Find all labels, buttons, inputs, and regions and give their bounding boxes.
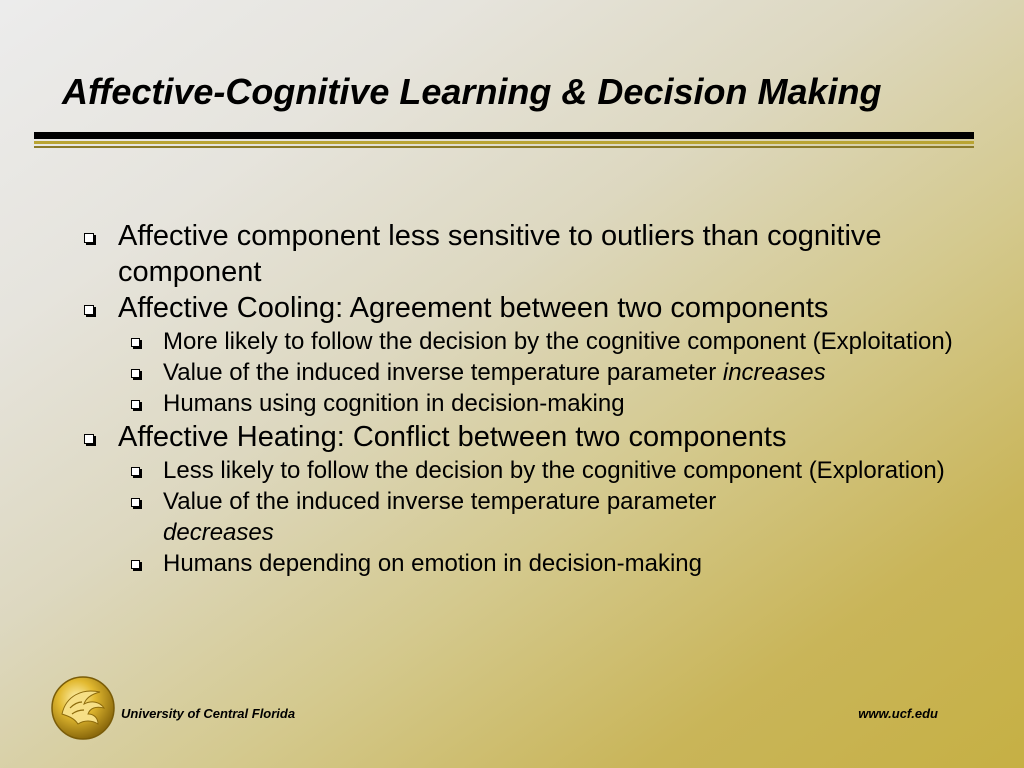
bullet-list <box>80 218 980 579</box>
square-bullet-icon <box>131 498 140 507</box>
square-bullet-icon <box>131 467 140 476</box>
square-bullet-icon <box>131 338 140 347</box>
bullet-item <box>80 218 980 290</box>
sub-bullet-emphasis: decreases <box>163 519 274 546</box>
sub-bullet-text: Less likely to follow the decision by the cognitive component (Exploration) <box>163 457 945 484</box>
sub-bullet-item <box>80 357 980 388</box>
slide-title: Affective-Cognitive Learning & Decision Making <box>62 71 882 112</box>
sub-bullet-text: Value of the induced inverse temperature parameter <box>163 488 717 515</box>
bullet-text: Affective component less sensitive to outliers than cognitive component <box>118 220 882 288</box>
footer-university-name: University of Central Florida <box>121 706 296 721</box>
sub-bullet-item <box>80 326 980 357</box>
sub-bullet-text: Humans using cognition in decision-making <box>163 390 625 417</box>
square-bullet-icon <box>131 400 140 409</box>
bullet-text: Affective Heating: Conflict between two components <box>118 421 787 453</box>
bullet-text: Affective Cooling: Agreement between two components <box>118 292 829 324</box>
sub-bullet-item <box>80 388 980 419</box>
square-bullet-icon <box>131 560 140 569</box>
sub-bullet-text: More likely to follow the decision by the cognitive component (Exploitation) <box>163 328 953 355</box>
square-bullet-icon <box>84 305 94 315</box>
title-rule-black <box>34 132 974 139</box>
bullet-item <box>80 290 980 326</box>
footer-website: www.ucf.edu <box>858 706 938 721</box>
title-rule-gold <box>34 141 974 144</box>
sub-bullet-item <box>80 455 980 486</box>
sub-bullet-text: Value of the induced inverse temperature parameter <box>163 359 723 386</box>
sub-bullet-item <box>80 486 980 548</box>
title-rule-gold-dark <box>34 146 974 148</box>
square-bullet-icon <box>131 369 140 378</box>
square-bullet-icon <box>84 434 94 444</box>
bullet-item <box>80 419 980 455</box>
sub-bullet-emphasis: increases <box>722 359 826 386</box>
sub-bullet-item <box>80 548 980 579</box>
sub-bullet-text: Humans depending on emotion in decision-making <box>163 550 702 577</box>
ucf-pegasus-logo-icon <box>48 674 118 742</box>
square-bullet-icon <box>84 233 94 243</box>
